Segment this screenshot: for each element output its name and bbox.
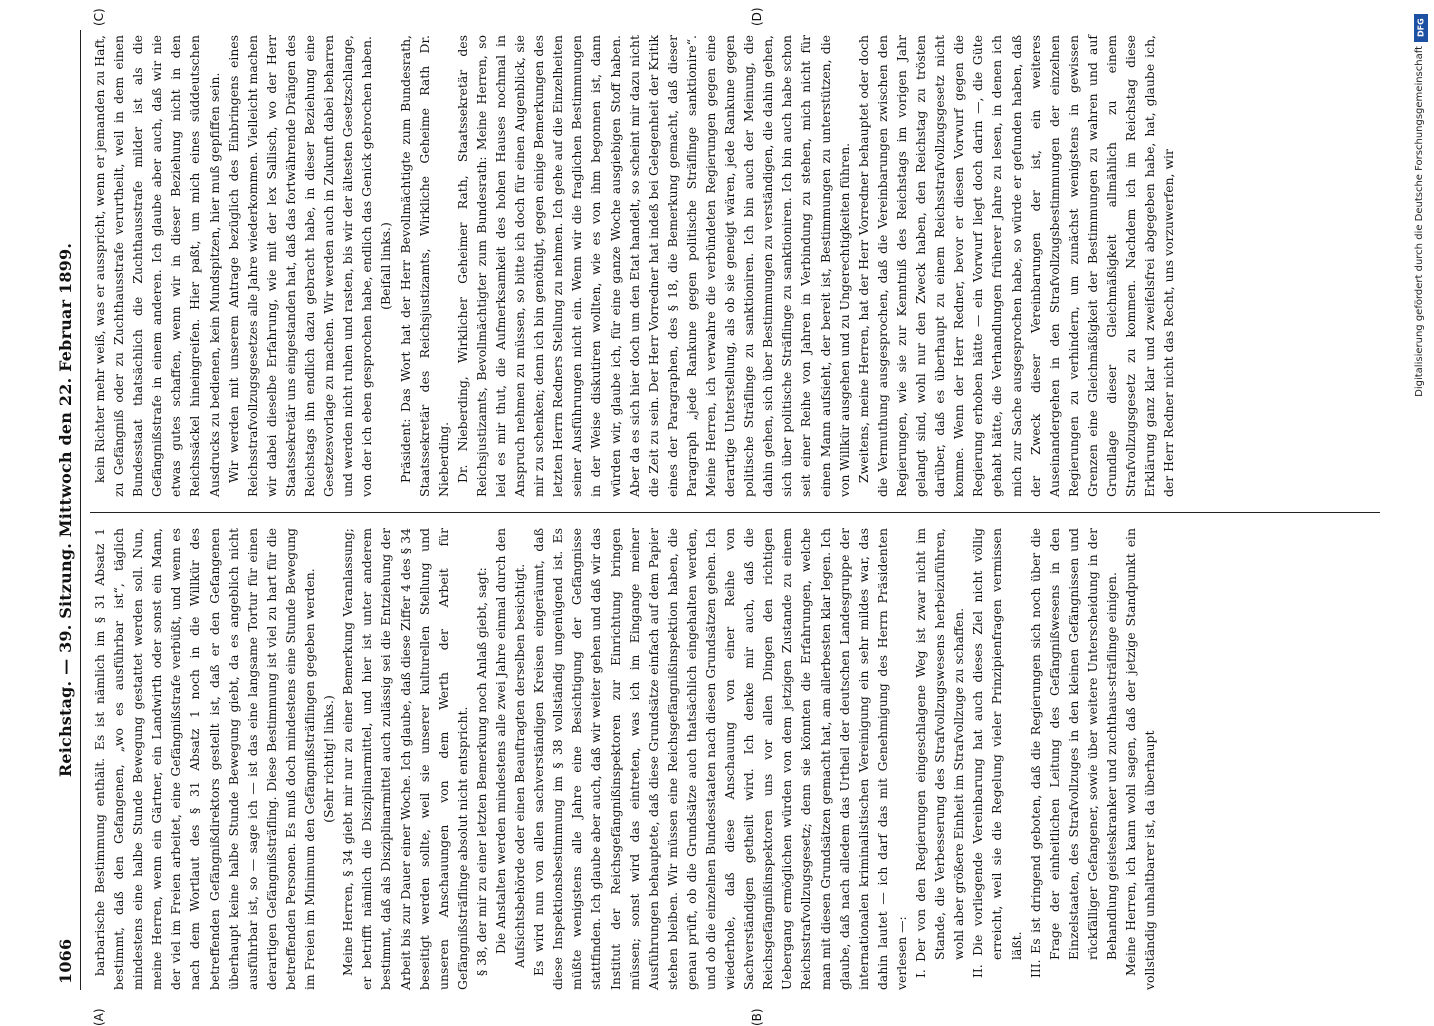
quoted-regulation: Die Anstalten werden mindestens alle zwei Jahre einmal durch den Aufsichtsbehörde oder einen Beauftragten derselben besichtigt. — [492, 528, 528, 968]
paragraph: Es wird nun von allen sachverständigen Kreisen eingeräumt, daß diese Inspektionsbestimmung im § 38 vollständig ungenügend ist. Es müßte wenigstens alle Jahre eine Besichtigung der Gefängnisse stattfinden. Ich glaube aber auch, daß wir weiter gehen und daß wir das Institut der Reichsgefängnißinspektoren zur Einrichtung bringen müssen; sonst wird das eintreten, was ich im Eingange meiner Ausführungen behauptete, daß diese Grundsätze einfach auf dem Papier stehen bleiben. Wir müssen eine Reichsgefängnißinspektion haben, die genau prüft, ob die Grundsätze auch thatsächlich eingehalten werden, und ob die einzelnen Bundesstaaten nach diesen Grundsätzen gehen. Ich wiederhole, daß diese Anschauung von einer Reihe von Sachverständigen getheilt wird. Ich denke mir auch, daß die Reichsgefängnißinspektoren uns vor allen Dingen den richtigen Uebergang ermöglichen würden von dem jetzigen Zustande zu einem Reichsstrafvollzugsgesetz; denn sie könnten die Erfahrungen, welche man mit diesen Grundsätzen gemacht hat, am allerbesten klar legen. Ich glaube, daß nach alledem das Urtheil der deutschen Landesgruppe der internationalen kriminalistischen Vereinigung ein sehr mildes war, das dahin lautet — ich darf das mit Genehmigung des Herrn Präsidenten verlesen —: — [531, 528, 909, 990]
resolution-item-2: II. Die vorliegende Vereinbarung hat auch dieses Ziel nicht völlig erreicht, weil sie die Regelung vieler Prinzipienfragen vermissen läßt. — [970, 528, 1024, 978]
paragraph: Meine Herren, ich kann wohl sagen, daß der jetzige Standpunkt ein vollständig unhaltbarer ist, da überhaupt — [1123, 528, 1158, 990]
speaker-paragraph: Präsident: Das Wort hat der Herr Bevollmächtigte zum Bundesrath, Staatssekretär des Reichsjustizamts, Wirkliche Geheime Rath Dr. Nieberding. — [397, 35, 451, 497]
left-text-column — [90, 528, 1390, 990]
page-header — [50, 30, 81, 990]
digitization-sidebar — [1412, 12, 1432, 987]
column-divider — [90, 512, 1380, 513]
page-number: 1066 — [56, 938, 75, 984]
digitization-note: Digitalisierung gefördert durch die Deutsche Forschungsgemeinschaft — [1414, 46, 1425, 397]
dfg-logo: DFG — [1414, 14, 1428, 42]
running-title: Reichstag. — 39. Sitzung. Mittwoch den 22. Februar 1899. — [56, 242, 75, 778]
resolution-item-3: III. Es ist dringend geboten, daß die Regierungen sich noch über die Frage der einheitlichen Leitung des Gefängnißwesens in den Einzelstaaten, des Strafvollzuges in den kleinen Gefängnissen und rückfälliger Gefangener, sowie über weitere Unterscheidung in der Behandlung geisteskranker und zuchthaus-sträflinge einigen. — [1027, 528, 1119, 978]
paragraph: barbarische Bestimmung enthält. Es ist nämlich im § 31 Absatz 1 bestimmt, daß den Gefangenen, „wo es ausführbar ist“, täglich mindestens eine halbe Stunde Bewegung gestattet werden soll. Nun, meine Herren, wenn ein Gärtner, ein Landwirth oder sonst ein Mann, der viel im Freien arbeitet, eine Gefängnißstrafe verbüßt, und wenn es nach dem Wortlaut des § 31 Absatz 1 noch in die Willkür des betreffenden Gefängnißdirektors gestellt ist, daß er den Gefangenen überhaupt keine halbe Stunde Bewegung giebt, da es angeblich nicht ausführbar ist, so — sage ich — ist das eine langsame Tortur für einen derartigen Gefängnißsträfling. Diese Bestimmung ist viel zu hart für die betreffenden Personen. Es muß doch mindestens eine Stunde Bewegung im Freien im Minimum den Gefängnißsträflingen gegeben werden. — [92, 528, 318, 990]
margin-mark-b: (B) — [750, 1008, 764, 1026]
resolution-item-1: I. Der von den Regierungen eingeschlagene Weg ist zwar nicht im Stande, die Verbesserung des Strafvollzugswesens herbeizuführen, wohl aber größere Einheit im Strafvollzuge zu schaffen. — [913, 528, 967, 978]
interjection: (Sehr richtig! links.) — [321, 695, 337, 823]
paragraph: Zweitens, meine Herren, hat der Herr Vorredner behauptet oder doch die Vermuthung ausgesprochen, daß die Vereinbarungen zwischen den Regierungen, wie sie zur Kenntniß des Reichstags im vorigen Jahr gelangt sind, wohl nur den Zweck haben, den Reichstag zu trösten darüber, daß es überhaupt zu einem Reichsstrafvollzugsgesetz nicht komme. Wenn der Herr Redner, bevor er diesen Vorwurf gegen die Regierung erhoben hätte — ein Vorwurf liegt doch darin —, die Güte gehabt hätte, die Verhandlungen früherer Jahre zu lesen, in denen ich mich zur Sache ausgesprochen habe, so würde er gefunden haben, daß der Zweck dieser Vereinbarungen der ist, ein weiteres Auseinandergehen in den Strafvollzugsbestimmungen der einzelnen Regierungen zu verhindern, um zunächst wenigstens in gewissen Grenzen eine Gleichmäßigkeit der Bestimmungen zu wahren und auf Grundlage dieser Gleichmäßigkeit allmählich zu einem Strafvollzugsgesetz zu kommen. Nachdem ich im Reichstag diese Erklärung ganz klar und zweifelsfrei abgegeben habe, hat, glaube ich, der Herr Redner nicht das Recht, uns vorzuwerfen, wir — [855, 35, 1177, 497]
paragraph: kein Richter mehr weiß, was er ausspricht, wenn er jemanden zu Haft, zu Gefängniß oder zu Zuchthausstrafe verurtheilt, weil in dem einen Bundesstaat thatsächlich die Zuchthausstrafe milder ist als die Gefängnißstrafe in einem anderen. Ich glaube aber auch, daß wir nie etwas gutes schaffen, wenn wir in dieser Beziehung nicht in den Reichssäckel hineingreifen. Hier paßt, um mich eines süddeutschen Ausdrucks zu bedienen, kein Mundspitzen, hier muß gepfiffen sein. — [92, 35, 222, 497]
margin-mark-a: (A) — [92, 1008, 106, 1026]
margin-mark-c: (C) — [92, 8, 106, 26]
paragraph: § 38, der mir zu einer letzten Bemerkung noch Anlaß giebt, sagt: — [473, 567, 489, 976]
right-text-column — [90, 35, 1390, 497]
interjection: (Beifall links.) — [378, 222, 394, 310]
margin-mark-d: (D) — [750, 7, 764, 26]
paragraph: Meine Herren, § 34 giebt mir nur zu einer Bemerkung Veranlassung; er betrifft nämlich die Disziplinarmittel, und hier ist unter anderem bestimmt, daß als Disziplinarmittel auch zulässig sei die Entziehung der Arbeit bis zur Dauer einer Woche. Ich glaube, daß diese Ziffer 4 des § 34 beseitigt werden sollte, weil sie unserer kulturellen Stellung und unseren Anschauungen von dem Werth der Arbeit für Gefängnißsträflinge absolut nicht entspricht. — [340, 528, 470, 990]
speaker-paragraph: Dr. Nieberding, Wirklicher Geheimer Rath, Staatssekretär des Reichsjustizamts, Bevollmächtigter zum Bundesrath: Meine Herren, so leid es mir thut, die Aufmerksamkeit des hohen Hauses nochmal in Anspruch nehmen zu müssen, so bitte ich doch für einen Augenblick, sie mir zu schenken; denn ich bin genöthigt, gegen einige Bemerkungen des letzten Herrn Redners Stellung zu nehmen. Ich gehe auf die Einzelheiten seiner Ausführungen nicht ein. Wenn wir die fraglichen Bestimmungen in der Weise diskutiren wollten, wie es von ihm begonnen ist, dann würden wir, glaube ich, für eine ganze Woche ausgiebigen Stoff haben. Aber da es sich hier doch um den Etat handelt, so scheint mir dazu nicht die Zeit zu sein. Der Herr Vorredner hat indeß bei Gelegenheit der Kritik eines der Paragraphen, des § 18, die Bemerkung gemacht, daß dieser Paragraph „jede Rankune gegen politische Sträflinge sanktionire“. Meine Herren, ich verwahre die verbündeten Regierungen gegen eine derartige Unterstellung, als ob sie geneigt wären, jede Rankune gegen politische Sträflinge zu sanktioniren. Ich bin auch der Meinung, die dahin gehen, sich über Bestimmungen zu verständigen, die dahin gehen, sich über politische Sträflinge zu sanktioniren. Ich bin auch habe schon seit einer Reihe von Jahren in Verbindung zu stehen, mich nicht für einen Mann aufsieht, der bereit ist, Bestimmungen zu unterstützen, die von Willkür ausgehen und zu Ungerechtigkeiten führen. — [454, 34, 852, 497]
paragraph: Wir werden mit unserem Antrage bezüglich des Einbringens eines Reichsstrafvollzugsgesetzes alle Jahre wiederkommen. Vielleicht machen wir dabei dieselbe Erfahrung, wie mit der lex Sallisch, wo der Herr Staatssekretär uns eingestanden hat, daß das fortwährende Drängen des Reichstags ihn endlich dazu gebracht habe, in dieser Beziehung eine Gesetzesvorlage zu machen. Wir werden auch in Zukunft dabei beharren und werden nicht ruhen und rasten, bis wir der ältesten Gesetzschlange, von der ich eben gesprochen habe, endlich das Genick gebrochen haben. — [225, 35, 375, 497]
rotated-document-page — [50, 7, 1400, 1026]
